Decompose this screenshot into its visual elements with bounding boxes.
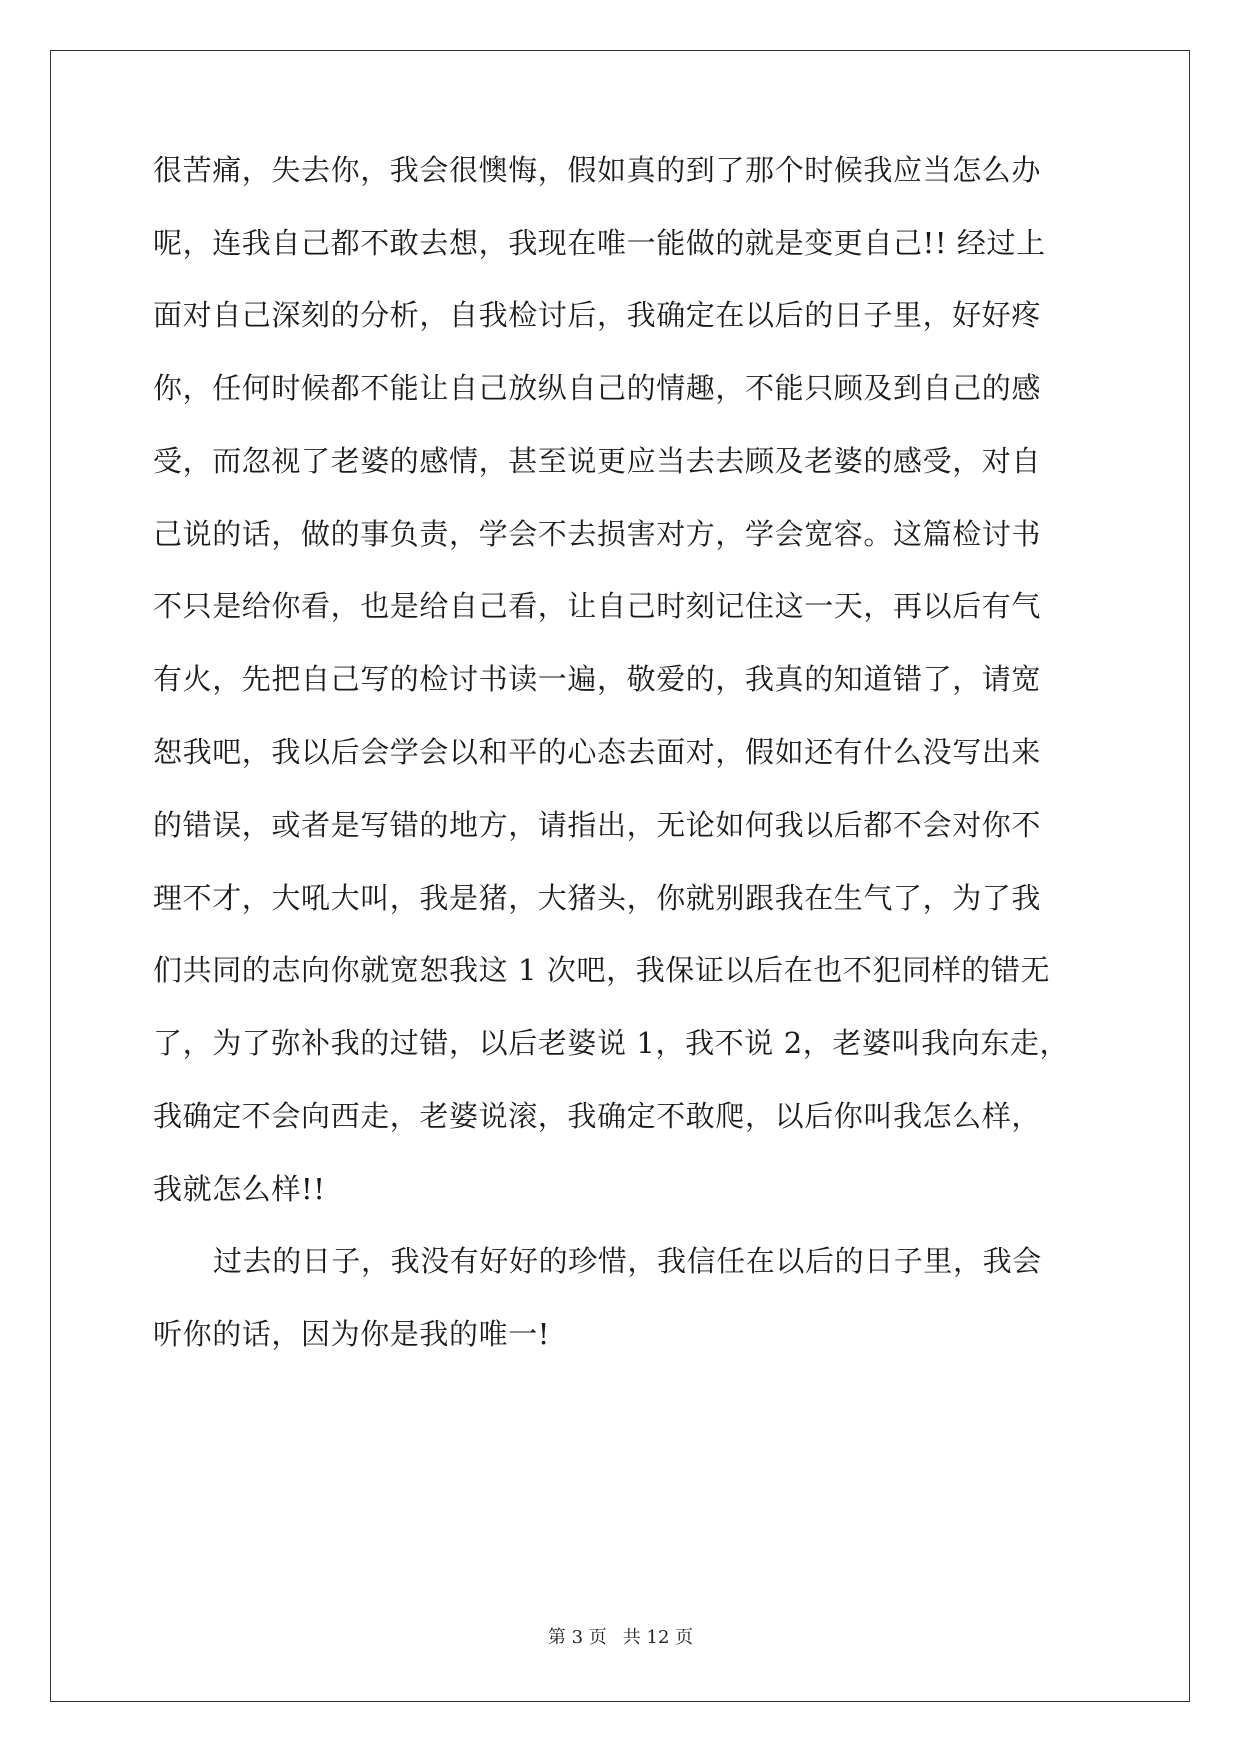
text-line: 不只是给你看，也是给自己看，让自己时刻记住这一天，再以后有气 (153, 589, 1042, 623)
text-line: 受，而忽视了老婆的感情，甚至说更应当去去顾及老婆的感受，对自 (153, 444, 1042, 478)
paragraph-first-line: 过去的日子，我没有好好的珍惜，我信任在以后的日子里，我会 (213, 1244, 1042, 1278)
page-total: 共 12 页 (622, 1627, 694, 1648)
text-line: 们共同的志向你就宽恕我这 1 次吧，我保证以后在也不犯同样的错无 (153, 953, 1051, 987)
text-line: 的错误，或者是写错的地方，请指出，无论如何我以后都不会对你不 (153, 808, 1042, 842)
text-line: 呢，连我自己都不敢去想，我现在唯一能做的就是变更自己!! 经过上 (153, 226, 1046, 260)
text-line: 有火，先把自己写的检讨书读一遍，敬爱的，我真的知道错了，请宽 (153, 662, 1042, 696)
text-line: 你，任何时候都不能让自己放纵自己的情趣，不能只顾及到自己的感 (153, 371, 1042, 405)
page-number: 第 3 页 (547, 1627, 607, 1648)
text-line: 听你的话，因为你是我的唯一! (153, 1317, 551, 1351)
text-line: 理不才，大吼大叫，我是猪，大猪头，你就别跟我在生气了，为了我 (153, 881, 1042, 915)
text-line: 我确定不会向西走，老婆说滚，我确定不敢爬，以后你叫我怎么样， (153, 1099, 1042, 1133)
text-line: 己说的话，做的事负责，学会不去损害对方，学会宽容。这篇检讨书 (153, 517, 1042, 551)
page-footer (0, 1626, 1241, 1650)
text-line: 我就怎么样!! (153, 1172, 326, 1206)
text-line: 面对自己深刻的分析，自我检讨后，我确定在以后的日子里，好好疼 (153, 298, 1042, 332)
text-line: 恕我吧，我以后会学会以和平的心态去面对，假如还有什么没写出来 (153, 735, 1042, 769)
text-line: 了，为了弥补我的过错，以后老婆说 1，我不说 2，老婆叫我向东走， (153, 1026, 1070, 1060)
text-line: 很苦痛，失去你，我会很懊悔，假如真的到了那个时候我应当怎么办 (153, 153, 1042, 187)
